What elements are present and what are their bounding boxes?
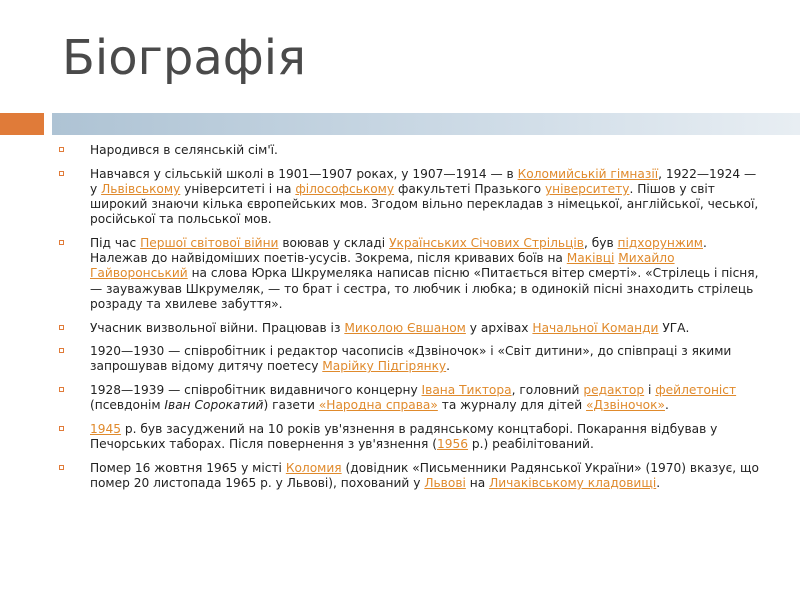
- title-underline-bar: [52, 113, 800, 135]
- text-link[interactable]: Михайло Гайворонський: [90, 251, 675, 281]
- text-link[interactable]: Маківці: [566, 251, 615, 266]
- list-item: [58, 236, 762, 312]
- paragraph-text: університеті і на: [180, 181, 296, 196]
- paragraph-text: .: [446, 359, 451, 374]
- paragraph-text: .: [656, 476, 661, 491]
- paragraph-text: УГА.: [658, 320, 690, 335]
- paragraph-text: Навчався у сільській школі в 1901—1907 роках, у 1907—1914 — в: [90, 166, 518, 181]
- text-link[interactable]: Львівському: [101, 181, 181, 196]
- text-link[interactable]: «Народна справа»: [318, 398, 438, 413]
- square-bullet-icon: [59, 240, 64, 245]
- text-link[interactable]: філософському: [295, 181, 395, 196]
- text-link[interactable]: підхорунжим: [617, 236, 703, 251]
- paragraph-text: . Пішов у світ широкий знаючи кілька європейських мов. Згодом вільно перекладав з німецької, англійської, чеської, російської та польської мов.: [90, 181, 759, 227]
- paragraph-text: р. був засуджений на 10 років ув'язнення в радянському концтаборі. Покарання відбував у Печорських таборах. Після повернення з ув'язнення (: [90, 422, 718, 452]
- list-item: [58, 321, 762, 336]
- paragraph-text: р.) реабілітований.: [468, 437, 594, 452]
- text-link[interactable]: університету: [544, 181, 630, 196]
- paragraph-text: , був: [583, 236, 618, 251]
- paragraph-text: на слова Юрка Шкрумеляка написав пісню «Питається вітер смерті». «Стрілець і пісня, — зауважував Шкрумеляк, — то брат і сестра, то любчик і любка; в одинокій пісні знаходить стрілець розраду та хвилеве забуття».: [90, 266, 759, 311]
- text-link[interactable]: Івана Тиктора: [421, 383, 512, 398]
- paragraph-text: Учасник визвольної війни. Працював із: [90, 320, 345, 335]
- list-item: [58, 167, 762, 228]
- paragraph-text: та журналу для дітей: [437, 398, 587, 413]
- paragraph-text: 1920—1930 — співробітник і редактор часописів «Дзвіночок» і «Світ дитини», до співпраці з якими запрошував відому дитячу поетесу: [90, 344, 732, 374]
- list-item: [58, 383, 762, 413]
- list-item: [58, 344, 762, 374]
- square-bullet-icon: [59, 147, 64, 152]
- paragraph-text: .: [664, 398, 669, 413]
- biography-list: [58, 143, 762, 500]
- text-link[interactable]: Першої світової війни: [140, 236, 279, 251]
- paragraph-text: , головний: [511, 383, 584, 398]
- slide-title: Біографія: [62, 30, 306, 86]
- text-link[interactable]: Коломийській гімназії: [517, 166, 659, 181]
- paragraph-text: 1928—1939 — співробітник видавничого концерну: [90, 383, 422, 398]
- text-link[interactable]: Миколою Євшаном: [344, 320, 466, 335]
- text-link[interactable]: Личаківському кладовищі: [489, 476, 657, 491]
- square-bullet-icon: [59, 387, 64, 392]
- text-link[interactable]: 1956: [437, 437, 469, 452]
- list-item: [58, 422, 762, 452]
- square-bullet-icon: [59, 325, 64, 330]
- paragraph-text: у архівах: [465, 320, 533, 335]
- square-bullet-icon: [59, 465, 64, 470]
- text-link[interactable]: Українських Січових Стрільців: [389, 236, 584, 251]
- italic-text: Іван Сорокатий: [164, 398, 264, 413]
- paragraph-text: (довідник «Письменники Радянської України» (1970) вказує, що помер 20 листопада 1965 р. у Львові), похований у: [90, 460, 759, 491]
- paragraph-text: воював у складі: [278, 236, 390, 251]
- text-link[interactable]: Львові: [424, 476, 466, 491]
- paragraph-text: на: [465, 476, 490, 491]
- square-bullet-icon: [59, 426, 64, 431]
- paragraph-text: ) газети: [263, 398, 319, 413]
- paragraph-text: , 1922—1924 — у: [90, 166, 757, 196]
- paragraph-text: і: [644, 383, 656, 398]
- paragraph-text: Під час: [90, 236, 141, 251]
- paragraph-text: факультеті Празького: [394, 181, 545, 196]
- text-link[interactable]: Марійку Підгірянку: [322, 359, 447, 374]
- list-item: [58, 461, 762, 491]
- square-bullet-icon: [59, 171, 64, 176]
- text-link[interactable]: редактор: [583, 383, 645, 398]
- paragraph-text: . Належав до найвідоміших поетів-усусів. Зокрема, після кривавих боїв на: [90, 236, 707, 266]
- square-bullet-icon: [59, 348, 64, 353]
- paragraph-text: Помер 16 жовтня 1965 у місті: [90, 460, 286, 475]
- text-link[interactable]: Начальної Команди: [532, 320, 659, 335]
- paragraph-text: Народився в селянській сім'ї.: [90, 143, 278, 157]
- text-link[interactable]: фейлетоніст: [655, 383, 737, 398]
- text-link[interactable]: Коломия: [285, 460, 342, 475]
- text-link[interactable]: «Дзвіночок»: [586, 398, 665, 413]
- text-link[interactable]: 1945: [90, 422, 122, 437]
- accent-bar: [0, 113, 44, 135]
- paragraph-text: (псевдонім: [90, 398, 165, 413]
- list-item: [58, 143, 762, 158]
